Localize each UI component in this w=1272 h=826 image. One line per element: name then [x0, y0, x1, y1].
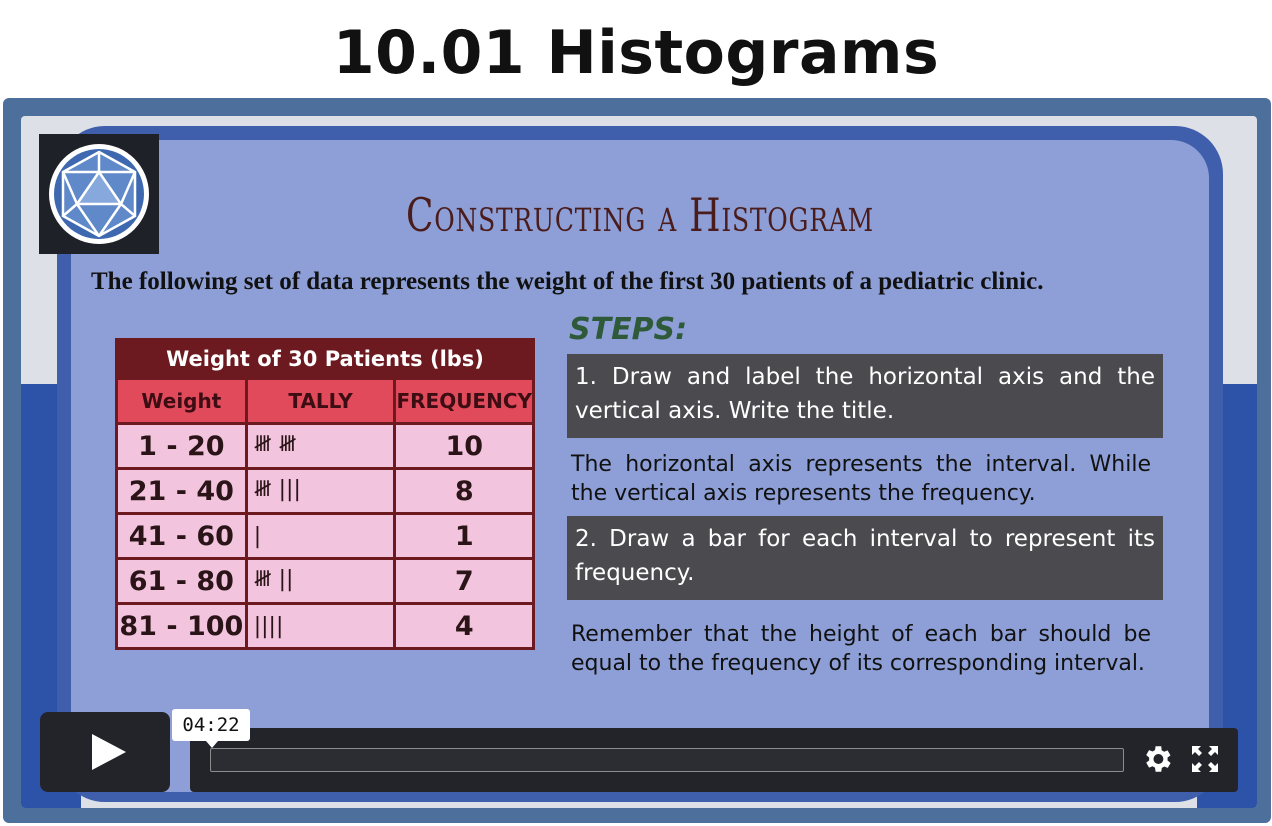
player-controls — [40, 712, 1240, 792]
table-caption: Weight of 30 Patients (lbs) — [117, 340, 534, 379]
table-header-row — [117, 379, 534, 424]
frequency-cell: 4 — [395, 604, 534, 649]
table-row — [117, 469, 534, 514]
gear-icon[interactable] — [1140, 742, 1174, 776]
header-frequency: FREQUENCY — [395, 379, 534, 424]
table-row — [117, 559, 534, 604]
slide-title: Constructing a Histogram — [406, 188, 874, 242]
tally-cell: | — [246, 514, 395, 559]
weight-cell: 41 - 60 — [117, 514, 247, 559]
weight-cell: 21 - 40 — [117, 469, 247, 514]
header-weight: Weight — [117, 379, 247, 424]
tally-cell: 𝍸 || — [246, 559, 395, 604]
page-title: 10.01 Histograms — [332, 18, 940, 88]
time-tooltip: 04:22 — [172, 709, 250, 741]
table-row — [117, 514, 534, 559]
step-2-note: Remember that the height of each bar should be equal to the frequency of its corresponding interval. — [571, 622, 1151, 676]
table-row — [117, 604, 534, 649]
channel-logo — [39, 134, 159, 254]
frequency-cell: 10 — [395, 424, 534, 469]
table-row — [117, 424, 534, 469]
tally-cell: 𝍸 ||| — [246, 469, 395, 514]
tally-cell: |||| — [246, 604, 395, 649]
icosahedron-logo-icon — [47, 142, 151, 246]
header-tally: TALLY — [246, 379, 395, 424]
step-2-box: 2. Draw a bar for each interval to represent its frequency. — [567, 516, 1163, 600]
tally-cell: 𝍸 𝍸 — [246, 424, 395, 469]
step-1-box: 1. Draw and label the horizontal axis and the vertical axis. Write the title. — [567, 354, 1163, 438]
frequency-cell: 7 — [395, 559, 534, 604]
weight-table — [115, 338, 535, 650]
steps-heading: STEPS: — [569, 312, 688, 347]
weight-cell: 1 - 20 — [117, 424, 247, 469]
video-viewport[interactable] — [21, 116, 1257, 808]
fullscreen-icon[interactable] — [1190, 744, 1220, 774]
slide-intro: The following set of data represents the weight of the first 30 patients of a pediatric clinic. — [91, 268, 1044, 295]
slide-body — [71, 140, 1209, 792]
weight-cell: 61 - 80 — [117, 559, 247, 604]
frequency-cell: 1 — [395, 514, 534, 559]
play-icon — [88, 732, 128, 772]
play-button[interactable] — [40, 712, 170, 792]
progress-track[interactable] — [210, 748, 1124, 772]
weight-cell: 81 - 100 — [117, 604, 247, 649]
control-bar — [190, 728, 1238, 792]
frequency-cell: 8 — [395, 469, 534, 514]
step-1-note: The horizontal axis represents the interval. While the vertical axis represents the frequency. — [571, 452, 1151, 506]
slide-outer — [57, 126, 1223, 802]
